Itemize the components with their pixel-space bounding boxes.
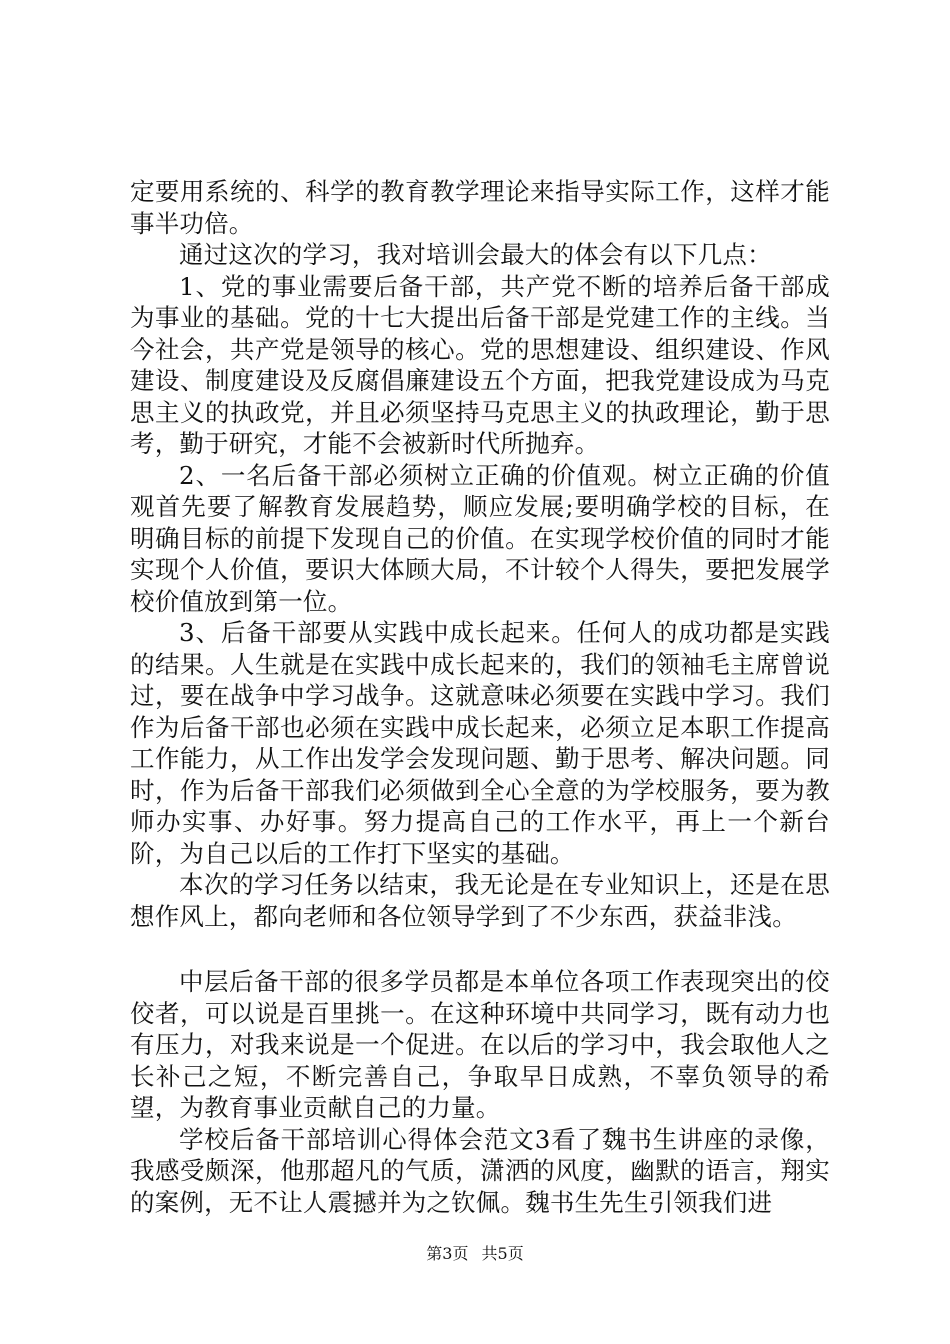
paragraph-gap	[130, 932, 830, 966]
page-number: 第3页	[426, 1244, 469, 1263]
paragraph-intro: 通过这次的学习，我对培训会最大的体会有以下几点：	[179, 240, 772, 269]
page-footer	[0, 1244, 950, 1264]
paragraph-point-2: 2、一名后备干部必须树立正确的价值观。树立正确的价值观首先要了解教育发展趋势，顺应发展;要明确学校的目标，在明确目标的前提下发现自己的价值。在实现学校价值的同时才能实现个人价值，要识大体顾大局，不计较个人得失，要把发展学校价值放到第一位。	[130, 460, 830, 616]
paragraph-continuation: 定要用系统的、科学的教育教学理论来指导实际工作，这样才能事半功倍。	[130, 177, 830, 238]
page-total: 共5页	[481, 1244, 524, 1263]
paragraph-sample-3: 学校后备干部培训心得体会范文3看了魏书生讲座的录像，我感受颇深，他那超凡的气质，潇洒的风度，幽默的语言，翔实的案例，无不让人震撼并为之钦佩。魏书生先生引领我们进	[130, 1124, 830, 1217]
paragraph-conclusion: 本次的学习任务以结束，我无论是在专业知识上，还是在思想作风上，都向老师和各位领导学到了不少东西，获益非浅。	[130, 870, 830, 931]
paragraph-point-1: 1、党的事业需要后备干部，共产党不断的培养后备干部成为事业的基础。党的十七大提出后备干部是党建工作的主线。当今社会，共产党是领导的核心。党的思想建设、组织建设、作风建设、制度建设及反腐倡廉建设五个方面，把我党建设成为马克思主义的执政党，并且必须坚持马克思主义的执政理论，勤于思考，勤于研究，才能不会被新时代所抛弃。	[130, 271, 830, 458]
paragraph-point-3: 3、后备干部要从实践中成长起来。任何人的成功都是实践的结果。人生就是在实践中成长起来的，我们的领袖毛主席曾说过，要在战争中学习战争。这就意味必须要在实践中学习。我们作为后备干部也必须在实践中成长起来，必须立足本职工作提高工作能力，从工作出发学会发现问题、勤于思考、解决问题。同时，作为后备干部我们必须做到全心全意的为学校服务，要为教师办实事、办好事。努力提高自己的工作水平，再上一个新台阶，为自己以后的工作打下坚实的基础。	[130, 618, 830, 868]
document-body	[130, 176, 830, 1218]
paragraph-reflection: 中层后备干部的很多学员都是本单位各项工作表现突出的佼佼者，可以说是百里挑一。在这种环境中共同学习，既有动力也有压力，对我来说是一个促进。在以后的学习中，我会取他人之长补己之短，不断完善自己，争取早日成熟，不辜负领导的希望，为教育事业贡献自己的力量。	[130, 967, 830, 1122]
